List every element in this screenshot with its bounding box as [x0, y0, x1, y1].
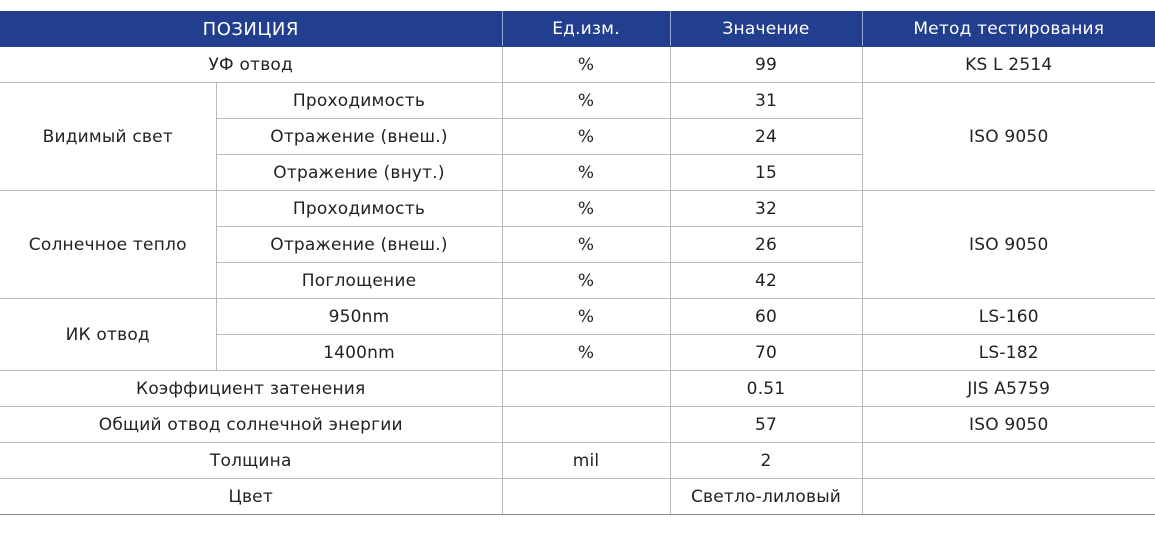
visible-sub-label: Отражение (внеш.)	[216, 119, 502, 155]
color-label: Цвет	[0, 479, 502, 515]
visible-sub-value: 31	[670, 83, 862, 119]
total-solar-label: Общий отвод солнечной энергии	[0, 407, 502, 443]
thickness-unit: mil	[502, 443, 670, 479]
uv-unit: %	[502, 47, 670, 83]
ir-sub-label: 950nm	[216, 299, 502, 335]
color-unit	[502, 479, 670, 515]
row-color	[0, 479, 1155, 515]
visible-sub-unit: %	[502, 83, 670, 119]
row-uv	[0, 47, 1155, 83]
row-ir-950	[0, 299, 1155, 335]
solar-sub-label: Отражение (внеш.)	[216, 227, 502, 263]
visible-sub-value: 15	[670, 155, 862, 191]
ir-sub-unit: %	[502, 335, 670, 371]
solar-group-label: Солнечное тепло	[0, 191, 216, 299]
thickness-value: 2	[670, 443, 862, 479]
row-solar-transmittance	[0, 191, 1155, 227]
visible-sub-label: Отражение (внут.)	[216, 155, 502, 191]
header-unit: Ед.изм.	[502, 12, 670, 47]
shading-method: JIS A5759	[862, 371, 1155, 407]
color-method	[862, 479, 1155, 515]
visible-sub-unit: %	[502, 119, 670, 155]
row-thickness	[0, 443, 1155, 479]
ir-sub-method: LS-160	[862, 299, 1155, 335]
ir-sub-unit: %	[502, 299, 670, 335]
ir-group-label: ИК отвод	[0, 299, 216, 371]
solar-sub-value: 26	[670, 227, 862, 263]
solar-sub-value: 32	[670, 191, 862, 227]
color-value: Светло-лиловый	[670, 479, 862, 515]
table-header	[0, 12, 1155, 47]
row-total-solar	[0, 407, 1155, 443]
ir-sub-value: 60	[670, 299, 862, 335]
uv-value: 99	[670, 47, 862, 83]
thickness-label: Толщина	[0, 443, 502, 479]
visible-method: ISO 9050	[862, 83, 1155, 191]
total-solar-method: ISO 9050	[862, 407, 1155, 443]
header-value: Значение	[670, 12, 862, 47]
row-visible-transmittance	[0, 83, 1155, 119]
shading-value: 0.51	[670, 371, 862, 407]
solar-sub-label: Поглощение	[216, 263, 502, 299]
solar-sub-unit: %	[502, 191, 670, 227]
uv-label: УФ отвод	[0, 47, 502, 83]
visible-sub-value: 24	[670, 119, 862, 155]
total-solar-unit	[502, 407, 670, 443]
shading-label: Коэффициент затенения	[0, 371, 502, 407]
header-row	[0, 12, 1155, 47]
thickness-method	[862, 443, 1155, 479]
solar-sub-unit: %	[502, 263, 670, 299]
solar-sub-label: Проходимость	[216, 191, 502, 227]
visible-group-label: Видимый свет	[0, 83, 216, 191]
header-position: ПОЗИЦИЯ	[0, 12, 502, 47]
solar-method: ISO 9050	[862, 191, 1155, 299]
header-method: Метод тестирования	[862, 12, 1155, 47]
ir-sub-value: 70	[670, 335, 862, 371]
shading-unit	[502, 371, 670, 407]
solar-sub-value: 42	[670, 263, 862, 299]
ir-sub-label: 1400nm	[216, 335, 502, 371]
uv-method: KS L 2514	[862, 47, 1155, 83]
table-body	[0, 47, 1155, 515]
total-solar-value: 57	[670, 407, 862, 443]
solar-sub-unit: %	[502, 227, 670, 263]
row-shading	[0, 371, 1155, 407]
ir-sub-method: LS-182	[862, 335, 1155, 371]
visible-sub-label: Проходимость	[216, 83, 502, 119]
visible-sub-unit: %	[502, 155, 670, 191]
spec-table	[0, 11, 1155, 515]
